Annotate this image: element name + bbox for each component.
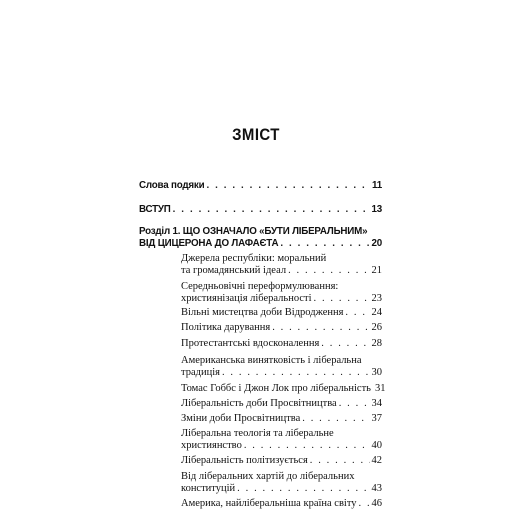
toc-leader-dots <box>222 367 370 379</box>
toc-entry[interactable] <box>181 322 382 334</box>
toc-leader-dots <box>288 265 369 277</box>
toc-entry-introduction[interactable] <box>139 204 382 216</box>
toc-page-number: 21 <box>371 265 382 276</box>
toc-entry[interactable] <box>181 483 382 495</box>
toc-page-number: 20 <box>371 238 382 249</box>
toc-leader-dots <box>206 180 370 192</box>
page-title: ЗМІСТ <box>232 125 280 144</box>
toc-entry-title: Слова подяки <box>139 180 205 191</box>
toc-page-number: 40 <box>371 440 382 451</box>
toc-page-number: 42 <box>371 455 382 466</box>
toc-leader-dots <box>272 322 369 334</box>
toc-entry[interactable] <box>181 398 382 410</box>
toc-page-number: 37 <box>371 413 382 424</box>
toc-entry-title: християнство <box>181 440 242 451</box>
toc-entry[interactable] <box>181 367 382 379</box>
toc-entry-acknowledgements[interactable] <box>139 180 382 192</box>
toc-leader-dots <box>314 293 370 305</box>
toc-page-number: 43 <box>371 483 382 494</box>
toc-leader-dots <box>244 440 370 452</box>
toc-entry[interactable] <box>181 498 382 510</box>
toc-entry-line1[interactable]: Американська винятковість і ліберальна <box>181 355 362 366</box>
toc-entry[interactable] <box>181 338 382 350</box>
toc-leader-dots <box>345 307 369 319</box>
toc-page-number: 46 <box>371 498 382 509</box>
toc-leader-dots <box>302 413 369 425</box>
toc-entry-title: ВІД ЦИЦЕРОНА ДО ЛАФАЄТА <box>139 238 279 249</box>
toc-entry[interactable] <box>181 440 382 452</box>
toc-page-number: 13 <box>371 204 382 215</box>
toc-entry-title: ВСТУП <box>139 204 171 215</box>
toc-entry[interactable] <box>181 265 382 277</box>
toc-leader-dots <box>237 483 369 495</box>
toc-entry-title: Протестантські вдосконалення <box>181 338 320 349</box>
toc-leader-dots <box>359 498 370 510</box>
toc-page-number: 34 <box>371 398 382 409</box>
toc-entry[interactable] <box>181 455 382 467</box>
toc-page-number: 23 <box>371 293 382 304</box>
toc-leader-dots <box>173 204 370 216</box>
toc-chapter-heading[interactable]: Розділ 1. ЩО ОЗНАЧАЛО «БУТИ ЛІБЕРАЛЬНИМ» <box>139 226 368 237</box>
toc-entry-line1[interactable]: Середньовічні переформулювання: <box>181 281 339 292</box>
toc-entry-title: Зміни доби Просвітництва <box>181 413 301 424</box>
toc-leader-dots <box>310 455 370 467</box>
toc-entry[interactable] <box>181 307 382 319</box>
toc-entry-title: Ліберальність політизується <box>181 455 308 466</box>
toc-leader-dots <box>280 238 369 250</box>
toc-entry-title: Ліберальність доби Просвітництва <box>181 398 337 409</box>
toc-entry-title: традиція <box>181 367 220 378</box>
toc-entry-title: Томас Гоббс і Джон Лок про ліберальність <box>181 383 371 394</box>
toc-entry[interactable] <box>181 293 382 305</box>
toc-page-number: 11 <box>372 180 382 191</box>
toc-entry-line1[interactable]: Від ліберальних хартій до ліберальних <box>181 471 355 482</box>
toc-page-number: 31 <box>374 383 386 394</box>
toc-entry[interactable] <box>181 383 386 395</box>
toc-entry-title: Америка, найліберальніша країна світу <box>181 498 357 509</box>
toc-entry-title: Вільні мистецтва доби Відродження <box>181 307 344 318</box>
toc-leader-dots <box>339 398 370 410</box>
toc-entry-title: християнізація ліберальності <box>181 293 312 304</box>
toc-page-number: 24 <box>371 307 382 318</box>
toc-page-number: 30 <box>371 367 382 378</box>
toc-entry-line1[interactable]: Джерела республіки: моральний <box>181 253 327 264</box>
toc-entry-chapter-1[interactable] <box>139 238 382 250</box>
toc-page-number: 26 <box>371 322 382 333</box>
toc-leader-dots <box>321 338 369 350</box>
toc-entry-line1[interactable]: Ліберальна теологія та ліберальне <box>181 428 334 439</box>
toc-entry-title: Політика дарування <box>181 322 271 333</box>
toc-entry-title: та громадянський ідеал <box>181 265 287 276</box>
toc-page-number: 28 <box>371 338 382 349</box>
toc-entry-title: конституцій <box>181 483 236 494</box>
toc-entry[interactable] <box>181 413 382 425</box>
